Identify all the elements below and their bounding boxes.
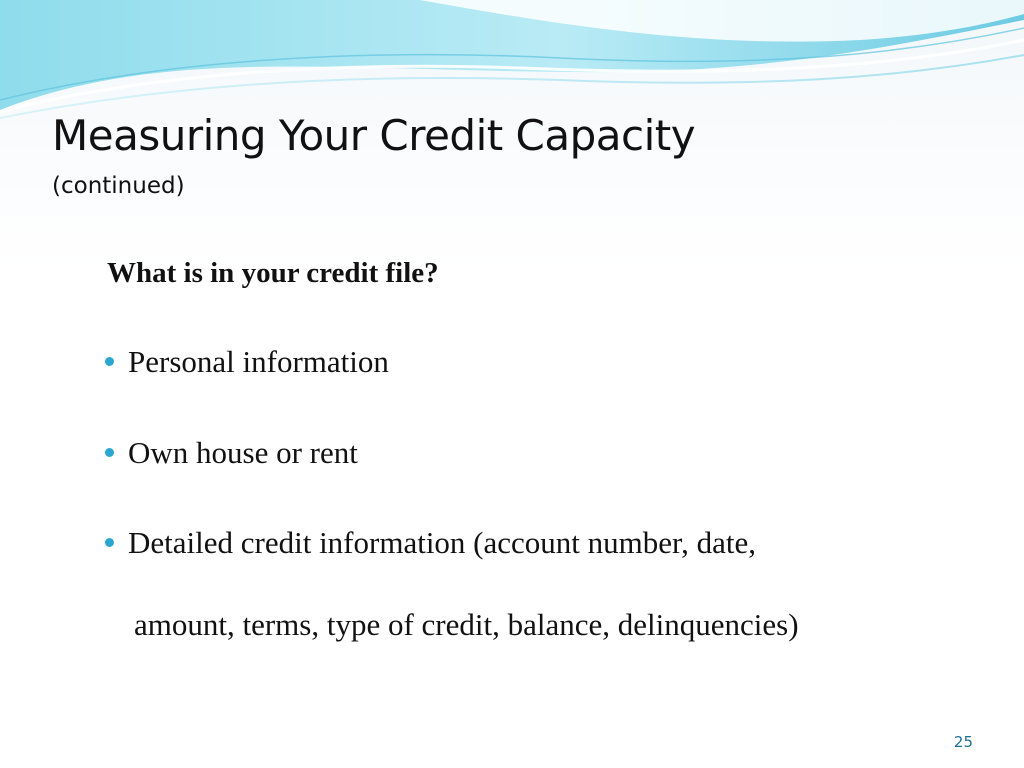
bullet-text: Personal information bbox=[128, 344, 389, 379]
bullet-continuation-text: amount, terms, type of credit, balance, delinquencies) bbox=[134, 607, 799, 642]
slide-subtitle: (continued) bbox=[52, 173, 185, 199]
bullet-dot-icon bbox=[105, 538, 114, 547]
bullet-item bbox=[105, 433, 358, 473]
section-question: What is in your credit file? bbox=[107, 257, 439, 289]
slide-title: Measuring Your Credit Capacity bbox=[52, 111, 696, 160]
bullet-dot-icon bbox=[105, 357, 114, 366]
bullet-item bbox=[105, 523, 756, 563]
bullet-text: Detailed credit information (account number, date, bbox=[128, 525, 756, 560]
bullet-text: Own house or rent bbox=[128, 435, 358, 470]
bullet-dot-icon bbox=[105, 448, 114, 457]
page-number: 25 bbox=[953, 733, 973, 751]
bullet-item bbox=[105, 342, 389, 382]
